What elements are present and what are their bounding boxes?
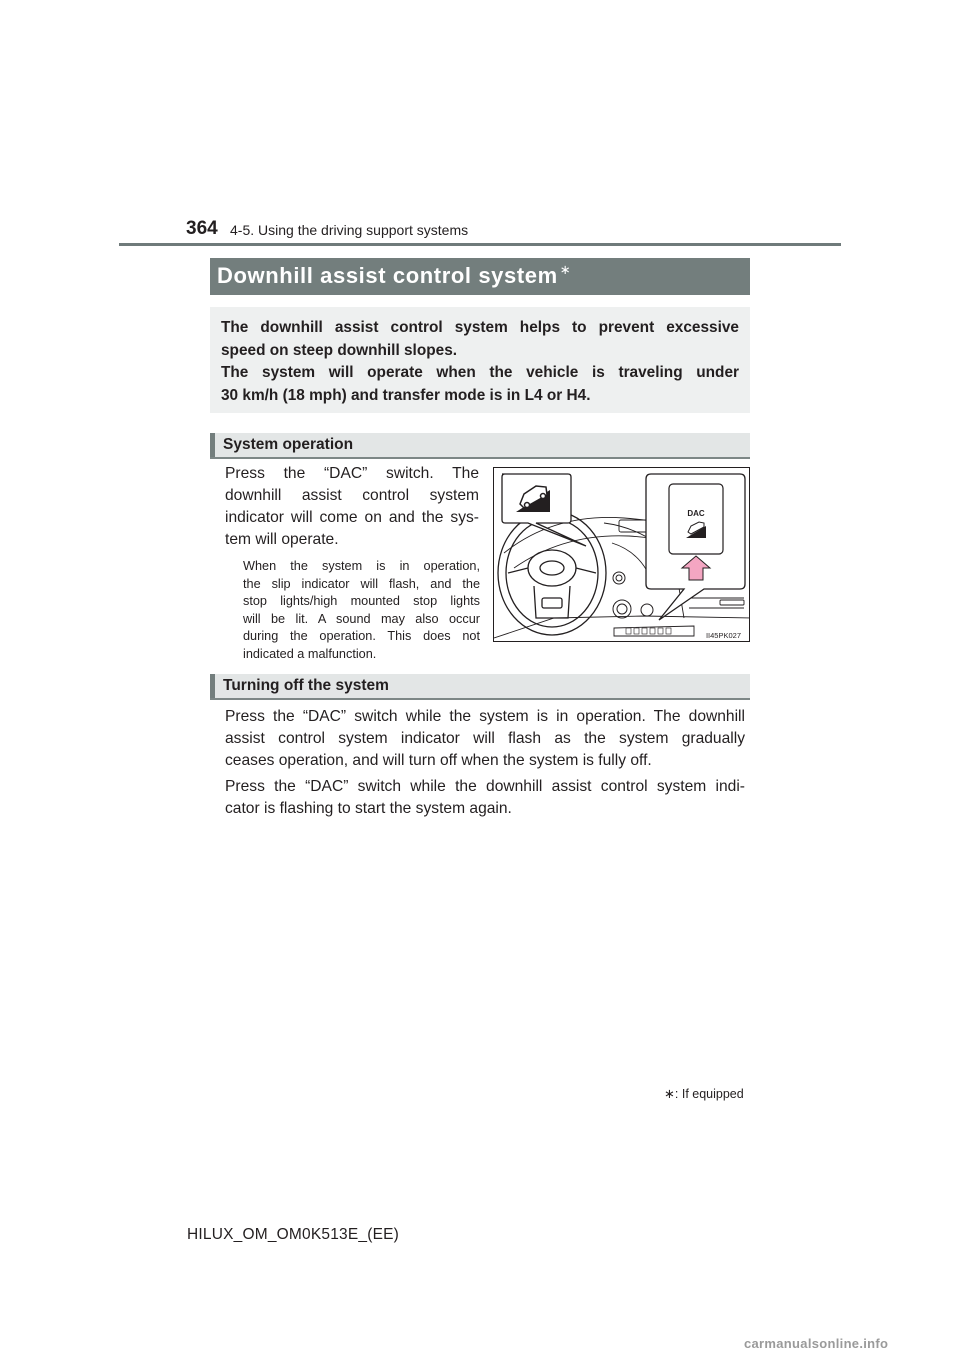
turning-off-paragraph-2 (225, 776, 745, 820)
system-operation-note (243, 558, 480, 663)
system-operation-heading (210, 433, 750, 459)
footnote-mark: ∗ (664, 1086, 675, 1101)
watermark: carmanualsonline.info (744, 1336, 889, 1351)
system-operation-heading-text: System operation (223, 436, 354, 453)
dac-switch-label: DAC (687, 509, 705, 518)
note-line: stop lights/high mounted stop lights (243, 594, 480, 608)
section-title-text: Downhill assist control system (217, 263, 558, 288)
if-equipped-mark: ∗ (559, 262, 572, 277)
turning-off-heading-text: Turning off the system (223, 677, 389, 694)
intro-line: The system will operate when the vehicle is traveling under (221, 364, 739, 381)
body-line: tem will operate. (225, 531, 339, 548)
body-line: cator is flashing to start the system again. (225, 800, 512, 817)
note-line: the slip indicator will flash, and the (243, 576, 480, 591)
dac-switch-figure (493, 467, 750, 642)
body-line: assist control system indicator will flash as the system gradually (225, 730, 745, 747)
body-line: Press the “DAC” switch while the system is in operation. The downhill (225, 708, 745, 725)
turning-off-paragraph-1 (225, 706, 745, 772)
note-line: When the system is in operation, (243, 559, 480, 573)
body-line: Press the “DAC” switch. The (225, 465, 479, 482)
intro-line: 30 km/h (18 mph) and transfer mode is in L4 or H4. (221, 386, 591, 404)
dashboard-illustration (494, 468, 750, 642)
note-line: during the operation. This does not (243, 629, 480, 643)
body-line: Press the “DAC” switch while the downhill assist control system indi- (225, 778, 745, 795)
section-title-bar (210, 258, 750, 295)
document-code: HILUX_OM_OM0K513E_(EE) (187, 1226, 400, 1243)
header-rule (119, 243, 841, 246)
system-operation-body (225, 463, 479, 551)
intro-line: speed on steep downhill slopes. (221, 341, 458, 359)
intro-box (210, 307, 750, 413)
footnote-text: : If equipped (674, 1087, 744, 1101)
intro-line: The downhill assist control system helps to prevent excessive (221, 319, 739, 336)
body-line: ceases operation, and will turn off when the system is fully off. (225, 752, 652, 769)
downhill-indicator-icon (502, 474, 586, 546)
page-number: 364 (186, 218, 218, 239)
section-title (217, 263, 571, 289)
body-line: indicator will come on and the sys- (225, 509, 479, 526)
figure-code: II45PK027 (705, 631, 741, 640)
turning-off-heading (210, 674, 750, 700)
note-line: indicated a malfunction. (243, 646, 377, 661)
footnote (664, 1086, 744, 1102)
body-line: downhill assist control system (225, 487, 479, 504)
section-path: 4-5. Using the driving support systems (230, 222, 469, 238)
note-line: will be lit. A sound may also occur (243, 611, 480, 626)
